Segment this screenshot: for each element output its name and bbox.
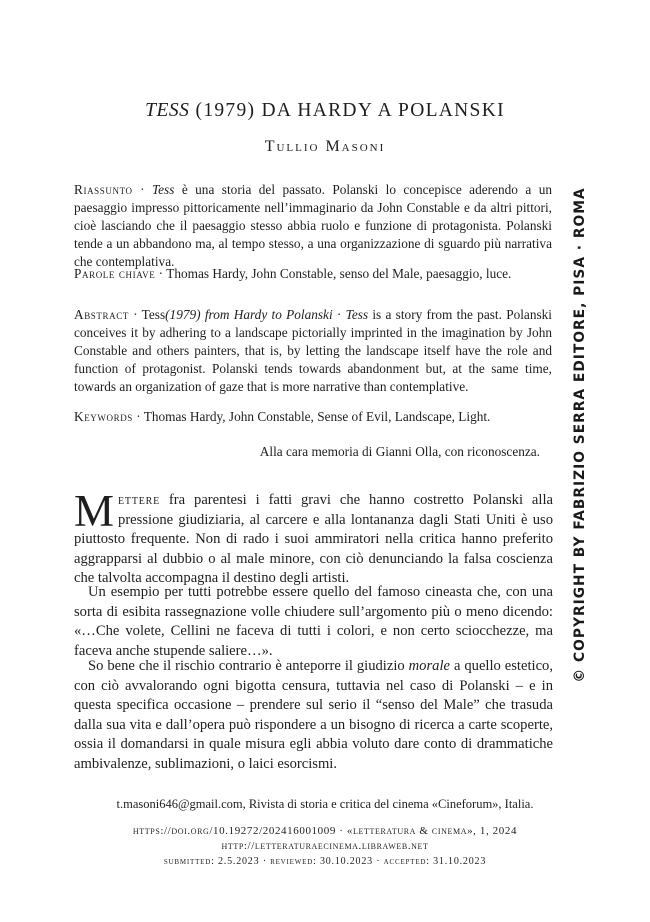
- submission-dates: submitted: 2.5.2023 · reviewed: 30.10.2023 · accepted: 31.10.2023: [163, 856, 487, 867]
- body-paragraph-1: [74, 486, 553, 589]
- article-title: [0, 100, 650, 122]
- journal-url: http://letteraturaecinema.libraweb.net: [221, 840, 429, 852]
- riassunto-block: [74, 181, 552, 271]
- copyright-text: © COPYRIGHT BY FABRIZIO SERRA EDITORE, PISA · ROMA: [572, 187, 588, 683]
- riassunto-separator: ·: [132, 182, 152, 197]
- riassunto-italic: Tess: [151, 182, 175, 197]
- abstract-separator-2: ·: [332, 307, 346, 322]
- parole-chiave-block: [74, 265, 552, 283]
- body-paragraph-2: Un esempio per tutti potrebbe essere quello del famoso cineasta che, con una sorta di esibita rassegnazione volle chiudere sull’argomento più o meno dicendo: «…Che volete, Cellini ne faceva di tutti i colori, e non certo sciocchezze, ma faceva anche stupende saliere…».: [74, 584, 553, 659]
- abstract-italic: Tess: [345, 307, 369, 322]
- paragraph-3-after: a quello estetico, con ciò avvalorando ogni bigotta censura, tuttavia nel caso di Polanski – e in questa specifica occasione – prendere sul serio il “senso del Male” che trasuda dalla sua vita e dall’opera può rispondere a un bisogno di ricerca a carte scoperte, ossia il domandarsi in quale misura egli abbia voluto dare conto di drammatiche ambivalenze, sublimazioni, o laici esorcismi.: [74, 658, 553, 772]
- paragraph-1-text: fra parentesi i fatti gravi che hanno costretto Polanski alla pressione giudiziaria, al carcere e alla lontananza dagli Stati Uniti è uso piuttosto frequente. Non di rado i suoi ammiratori nella critica hanno preferito aggrapparsi al dubbio o al male minore, con ciò denunciando la falsa coscienza che talvolta accompagna il destino degli artisti.: [74, 492, 553, 586]
- author-contact: t.masoni646@gmail.com, Rivista di storia e critica del cinema «Cineforum», Italia.: [116, 797, 534, 811]
- abstract-title-plain: Tess: [141, 307, 166, 322]
- parole-chiave-separator: ·: [155, 266, 167, 281]
- keywords-separator: ·: [132, 409, 144, 424]
- body-paragraph-3: [74, 657, 553, 774]
- abstract-separator: ·: [128, 307, 142, 322]
- keywords-text: Thomas Hardy, John Constable, Sense of Evil, Landscape, Light.: [143, 409, 491, 424]
- keywords-block: [74, 408, 552, 426]
- paragraph-3-italic: morale: [408, 658, 450, 674]
- abstract-title-italic: (1979) from Hardy to Polanski: [165, 307, 333, 322]
- drop-cap: M: [74, 486, 115, 536]
- dedication: Alla cara memoria di Gianni Olla, con riconoscenza.: [259, 444, 540, 459]
- abstract-label: Abstract: [74, 307, 129, 322]
- title-italic: TESS: [145, 100, 190, 121]
- paragraph-3-before: So bene che il rischio contrario è anteporre il giudizio: [88, 658, 409, 674]
- keywords-label: Keywords: [74, 409, 133, 424]
- title-rest: (1979) DA HARDY A POLANSKI: [189, 100, 505, 121]
- author-name: Tullio Masoni: [264, 138, 386, 155]
- opening-smallcaps: ettere: [118, 492, 161, 508]
- abstract-text: is a story from the past. Polanski conceives it by adhering to a landscape pictorially imprinted in the imagination by John Constable and others painters, that is, by letting the landscape itself have the role and function of protagonist. Polanski tends towards abandonment but, at the same time, towards an organization of gaze that is more narrative than contemplative.: [74, 307, 553, 394]
- riassunto-text: è una storia del passato. Polanski lo concepisce aderendo a un paesaggio impresso pittoricamente nell’immaginario da John Constable e da altri pittori, cioè lasciando che il paesaggio stesso abbia ruolo e funzione di protagonista. Polanski tende a un abbandono ma, al tempo stesso, a una organizzazione di sguardo più narrativa che contemplativa.: [74, 182, 552, 269]
- parole-chiave-label: Parole chiave: [74, 266, 156, 281]
- abstract-block: [74, 306, 552, 396]
- doi-line: https://doi.org/10.19272/202416001009 · «letteratura & cinema», 1, 2024: [132, 825, 518, 837]
- parole-chiave-text: Thomas Hardy, John Constable, senso del Male, paesaggio, luce.: [166, 266, 512, 281]
- riassunto-label: Riassunto: [74, 182, 133, 197]
- copyright-sidebar: [565, 187, 595, 683]
